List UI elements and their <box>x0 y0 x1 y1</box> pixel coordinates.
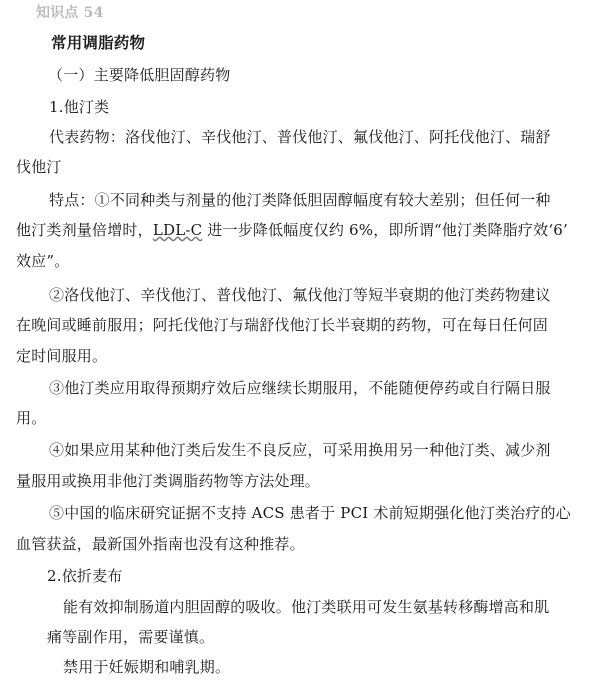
item1-heading: 1.他汀类 <box>49 98 110 116</box>
point5-line2: 血管获益，最新国外指南也没有这种推荐。 <box>16 535 305 553</box>
item2-contraindication: 禁用于妊娠期和哺乳期。 <box>63 658 231 676</box>
point2-line2: 在晚间或睡前服用；阿托伐他汀与瑞舒伐他汀长半衰期的药物，可在每日任何固 <box>16 316 549 334</box>
point2-line3: 定时间服用。 <box>16 347 108 365</box>
point5-line1: ⑤中国的临床研究证据不支持 ACS 患者于 PCI 术前短期强化他汀类治疗的心 <box>49 504 571 522</box>
subsection-heading: （一）主要降低胆固醇药物 <box>48 66 231 84</box>
item2-description-line2: 痛等副作用，需要谨慎。 <box>47 628 215 646</box>
features-line2 <box>16 220 568 240</box>
point3-line1: ③他汀类应用取得预期疗效后应继续长期服用，不能随便停药或自行隔日服 <box>49 379 551 397</box>
features-line2-part-a: 他汀类剂量倍增时， <box>16 221 153 239</box>
features-line3: 效应”。 <box>16 252 70 270</box>
features-line2-part-b: 进一步降低幅度仅约 6%，即所谓“他汀类降脂疗效‘6’ <box>202 221 568 239</box>
point4-line1: ④如果应用某种他汀类后发生不良反应，可采用换用另一种他汀类、减少剂 <box>49 441 551 459</box>
section-title: 常用调脂药物 <box>51 33 146 52</box>
item2-description-line1: 能有效抑制肠道内胆固醇的吸收。他汀类联用可发生氨基转移酶增高和肌 <box>63 598 550 616</box>
point2-line1: ②洛伐他汀、辛伐他汀、普伐他汀、氟伐他汀等短半衰期的他汀类药物建议 <box>49 286 551 304</box>
item1-representative-drugs-line2: 伐他汀 <box>16 158 62 176</box>
features-line1: 特点：①不同种类与剂量的他汀类降低胆固醇幅度有较大差别；但任何一种 <box>49 191 551 209</box>
knowledge-point-label: 知识点 54 <box>36 5 104 21</box>
point4-line2: 量服用或换用非他汀类调脂药物等方法处理。 <box>16 472 321 490</box>
item1-representative-drugs-line1: 代表药物：洛伐他汀、辛伐他汀、普伐他汀、氟伐他汀、阿托伐他汀、瑞舒 <box>49 128 551 146</box>
point3-line2: 用。 <box>16 409 47 427</box>
ldl-c-term: LDL-C <box>152 221 203 239</box>
item2-heading: 2.依折麦布 <box>47 567 123 585</box>
